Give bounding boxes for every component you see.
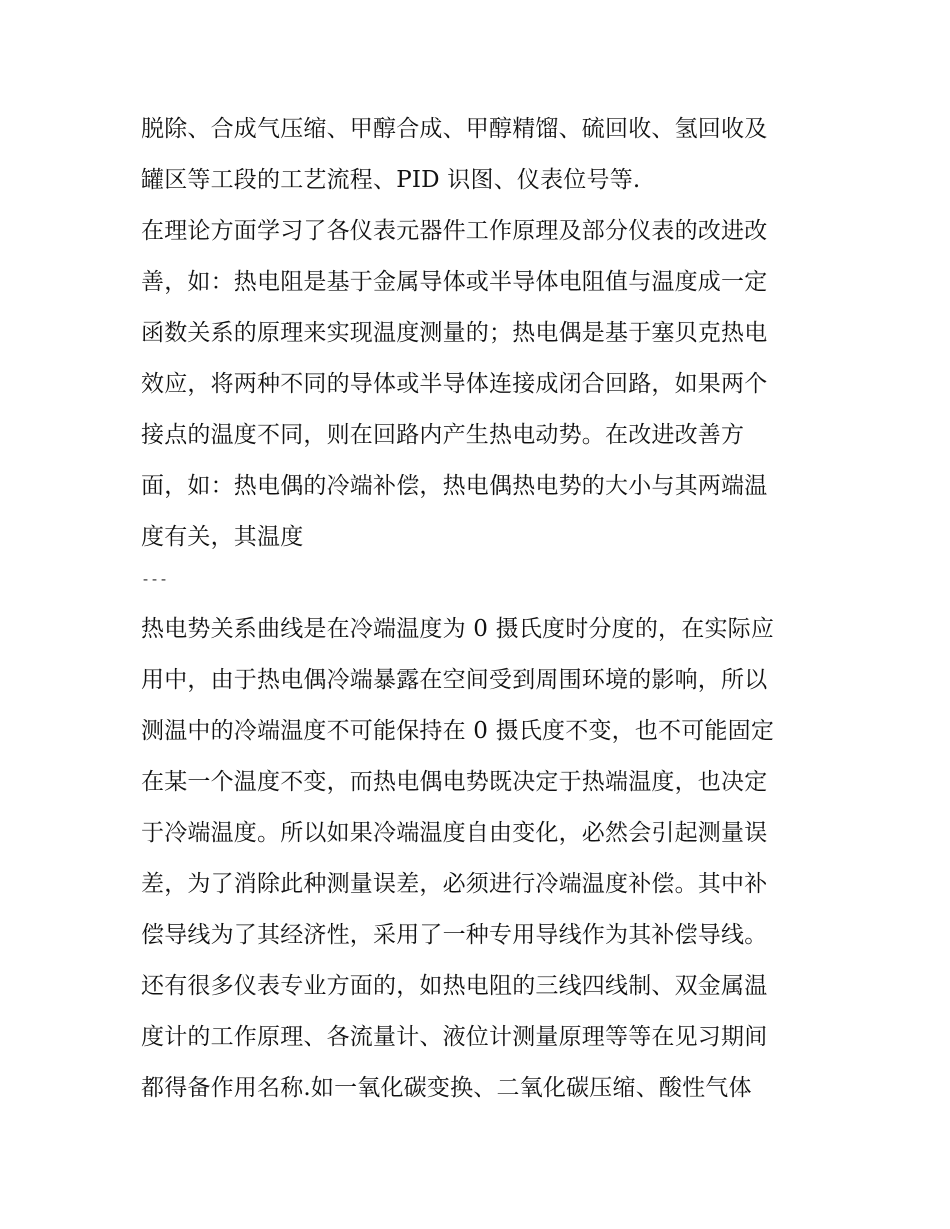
text-line: 效应，将两种不同的导体或半导体连接成闭合回路，如果两个 [141,371,768,397]
page-separator: --- [141,570,169,588]
text-line: 度计的工作原理、各流量计、液位计测量原理等等在见习期间 [141,1024,768,1050]
text-line: 函数关系的原理来实现温度测量的；热电偶是基于塞贝克热电 [141,320,768,346]
text-line: 偿导线为了其经济性，采用了一种专用导线作为其补偿导线。 [141,922,768,948]
paragraph-block-bottom [141,604,821,1114]
text-line: 用中，由于热电偶冷端暴露在空间受到周围环境的影响，所以 [141,667,768,693]
text-line: 在理论方面学习了各仪表元器件工作原理及部分仪表的改进改 [141,218,768,244]
text-line: 面，如：热电偶的冷端补偿，热电偶热电势的大小与其两端温 [141,473,768,499]
text-line: 测温中的冷端温度不可能保持在 0 摄氏度不变，也不可能固定 [141,718,775,744]
text-line: 都得备作用名称.如一氧化碳变换、二氧化碳压缩、酸性气体 [141,1075,752,1101]
text-line: 还有很多仪表专业方面的，如热电阻的三线四线制、双金属温 [141,973,768,999]
text-line: 在某一个温度不变，而热电偶电势既决定于热端温度，也决定 [141,769,768,795]
text-line: 差，为了消除此种测量误差，必须进行冷端温度补偿。其中补 [141,871,768,897]
text-line: 热电势关系曲线是在冷端温度为 0 摄氏度时分度的，在实际应 [141,616,775,642]
text-line: 接点的温度不同，则在回路内产生热电动势。在改进改善方 [141,422,745,448]
text-line: 罐区等工段的工艺流程、PID 识图、仪表位号等. [141,167,641,193]
text-line: 于冷端温度。所以如果冷端温度自由变化，必然会引起测量误 [141,820,768,846]
text-line: 度有关，其温度 [141,524,304,550]
paragraph-block-top [141,104,821,563]
text-line: 脱除、合成气压缩、甲醇合成、甲醇精馏、硫回收、氢回收及 [141,116,768,142]
text-line: 善，如：热电阻是基于金属导体或半导体电阻值与温度成一定 [141,269,768,295]
